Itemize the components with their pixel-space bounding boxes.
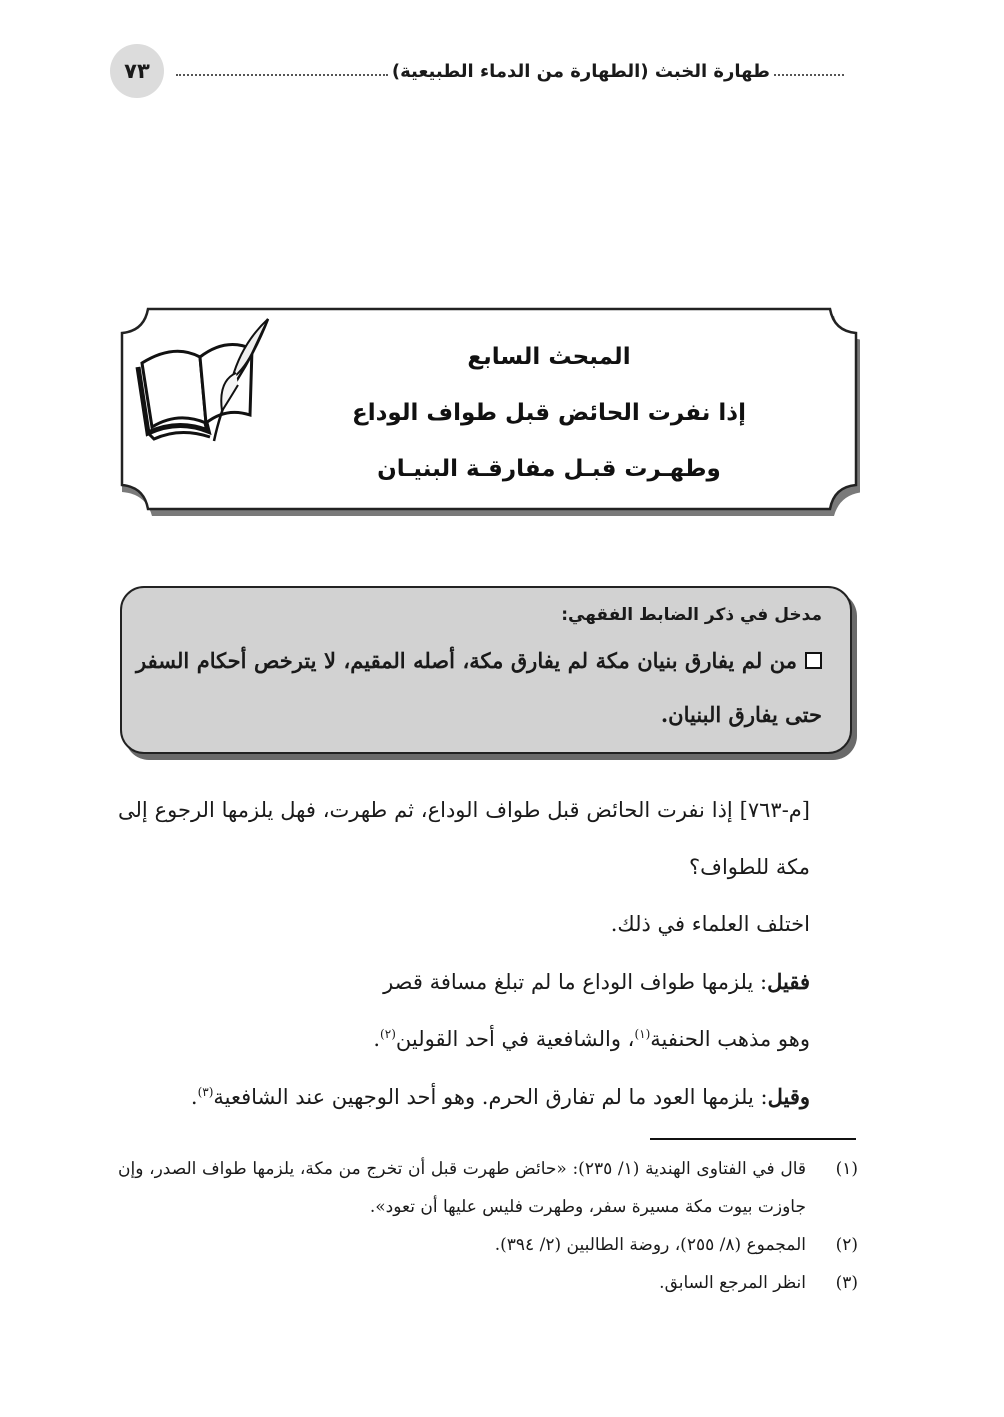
opinion-text: : يلزمها طواف الوداع ما لم تبلغ مسافة قصر [383,970,768,994]
paragraph-text: . [190,1085,198,1109]
question-text: إذا نفرت الحائض قبل طواف الوداع، ثم طهرت، فهل يلزمها الرجوع إلى مكة للطواف؟ [118,798,810,879]
footnote-number: (١) [835,1159,858,1179]
chapter-subtitle-line2: وطهـرت قبـل مفارقـة البنيـان [377,456,721,482]
running-title-bar [176,44,844,98]
footnote-ref[interactable]: (٢) [380,1027,396,1041]
footnote [118,1150,858,1226]
intro-text: من لم يفارق بنيان مكة لم يفارق مكة، أصله المقيم، لا يترخص أحكام السفر حتى يفارق البنيان. [136,648,822,727]
footnote-number: (٣) [835,1273,858,1293]
intro-heading: مدخل في ذكر الضابط الفقهي: [561,605,822,625]
chapter-subtitle-line1: إذا نفرت الحائض قبل طواف الوداع [352,400,746,426]
footnote-text: انظر المرجع السابق. [659,1273,806,1293]
page-number: ٧٣ [110,44,164,98]
paragraph-madhhab [118,1011,858,1068]
chapter-title-box [118,305,860,517]
footnote-separator [650,1138,856,1140]
leader-dots [774,74,844,76]
opinion-text: : يلزمها العود ما لم تفارق الحرم. وهو أحد الوجهين عند الشافعية [213,1085,768,1109]
question-ref: [م-٧٦٣] [739,798,810,822]
intro-rule [136,634,822,742]
running-title: طهارة الخبث (الطهارة من الدماء الطبيعية) [391,60,770,82]
opinion-lead: فقيل [767,969,810,994]
footnote [118,1264,858,1302]
paragraph-opinion-1 [118,953,858,1011]
question-paragraph [118,782,858,896]
book-and-quill-icon [134,315,274,445]
leader-dots [176,74,388,76]
paragraph: اختلف العلماء في ذلك. [610,912,810,936]
footnote-text: قال في الفتاوى الهندية (١/ ٢٣٥): «حائض طهرت قبل أن تخرج من مكة، يلزمها طواف الصدر، وإن جاوزت بيوت مكة مسيرة سفر، وطهرت فليس عليها أن تعود». [118,1159,806,1217]
paragraph-opinion-2 [118,1068,858,1126]
chapter-heading [278,329,820,497]
paragraph-text: ، والشافعية في أحد القولين [395,1027,635,1051]
footnotes [118,1150,858,1302]
page-header [110,44,844,98]
main-text [118,782,858,1126]
footnote-ref[interactable]: (١) [634,1027,651,1041]
paragraph-text: وهو مذهب الحنفية [650,1027,810,1051]
paragraph-text: . [373,1027,381,1051]
footnote [118,1226,858,1264]
checkbox-icon [805,652,822,669]
chapter-title: المبحث السابع [467,344,631,370]
footnote-ref[interactable]: (٣) [197,1085,214,1099]
intro-box [120,586,852,754]
footnote-text: المجموع (٨/ ٢٥٥)، روضة الطالبين (٢/ ٣٩٤). [494,1235,806,1255]
opinion-lead: وقيل [767,1084,810,1109]
footnote-number: (٢) [835,1235,858,1255]
